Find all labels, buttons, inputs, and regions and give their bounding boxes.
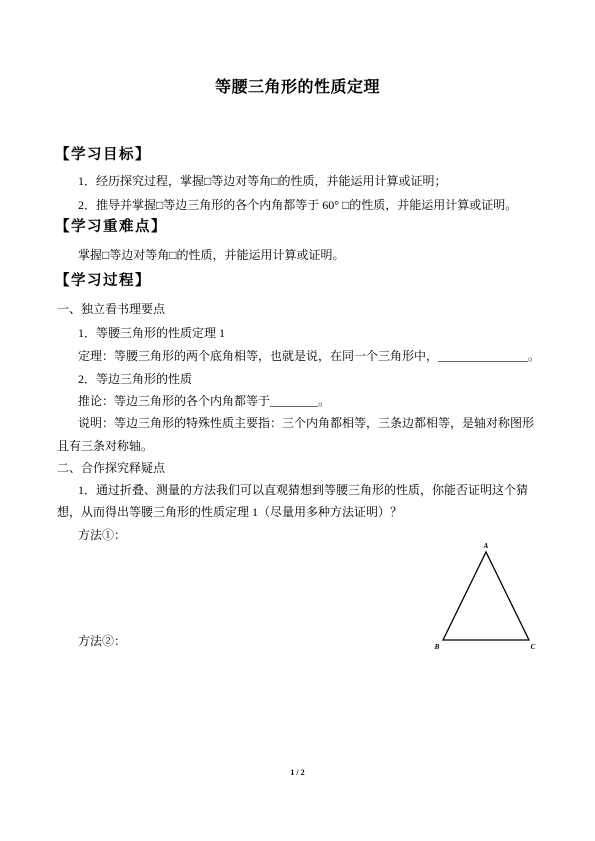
question-line-2: 想，从而得出等腰三角形的性质定理 1（尽量用多种方法证明）？ — [57, 505, 403, 519]
triangle-outline — [443, 552, 529, 640]
method-1-label: 方法①： — [78, 528, 127, 542]
objective-item-1: 1．经历探究过程，掌握□等边对等角□的性质，并能运用计算或证明； — [78, 174, 447, 188]
part2-heading: 二、合作探究释疑点 — [57, 461, 166, 475]
page-title: 等腰三角形的性质定理 — [214, 79, 380, 96]
triangle-abc-figure — [425, 535, 545, 655]
objectives-heading: 【学习目标】 — [55, 147, 151, 163]
part1-item2-title: 2．等边三角形的性质 — [78, 372, 193, 386]
corollary-text: 推论：等边三角形的各个内角都等于________。 — [78, 394, 331, 408]
theorem-text: 定理：等腰三角形的两个底角相等，也就是说，在同一个三角形中，_______________。 — [78, 349, 541, 363]
note-line-2: 且有三条对称轴。 — [57, 439, 154, 453]
part1-item1-title: 1．等腰三角形的性质定理 1 — [78, 326, 226, 340]
question-line-1: 1．通过折叠、测量的方法我们可以直观猜想到等腰三角形的性质，你能否证明这个猜 — [78, 483, 529, 497]
key-points-text: 掌握□等边对等角□的性质，并能运用计算或证明。 — [78, 248, 345, 262]
part1-heading: 一、独立看书理要点 — [57, 302, 166, 316]
process-heading: 【学习过程】 — [55, 273, 151, 289]
page-number: 1 / 2 — [290, 768, 305, 777]
method-2-label: 方法②： — [78, 634, 127, 648]
objective-item-2: 2．推导并掌握□等边三角形的各个内角都等于 60° □的性质，并能运用计算或证明。 — [78, 198, 518, 212]
vertex-label-b: B — [434, 643, 440, 651]
key-points-heading: 【学习重难点】 — [55, 219, 167, 235]
vertex-label-a: A — [483, 542, 489, 550]
note-line-1: 说明：等边三角形的特殊性质主要指：三个内角都相等，三条边都相等，是轴对称图形 — [78, 416, 535, 430]
vertex-label-c: C — [530, 643, 536, 651]
